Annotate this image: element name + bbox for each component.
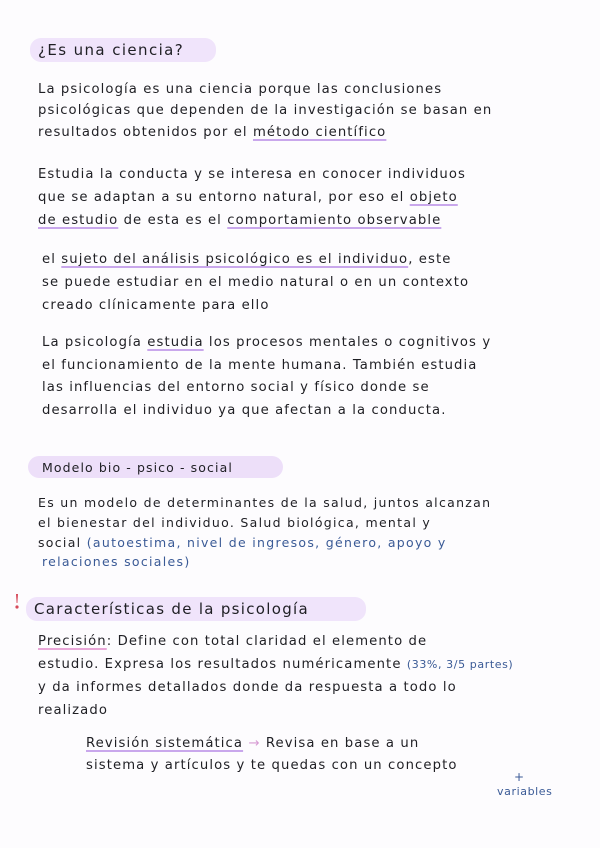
- paragraph-line: [42, 250, 451, 270]
- underlined-term: de estudio: [38, 213, 119, 228]
- text-segment: el: [42, 252, 62, 267]
- paragraph-line: [38, 123, 386, 143]
- paragraph-line: se puede estudiar en el medio natural o en un contexto: [42, 275, 470, 290]
- text-segment: social: [38, 535, 87, 550]
- blue-note-line: variables: [497, 785, 553, 798]
- paragraph-line: [86, 734, 419, 754]
- paragraph-line: Es un modelo de determinantes de la salud, juntos alcanzan: [38, 495, 492, 510]
- paragraph-line: el bienestar del individuo. Salud biológica, mental y: [38, 515, 432, 530]
- heading-caracteristicas: Características de la psicología: [34, 600, 310, 618]
- underlined-term: Precisión: [38, 634, 107, 649]
- text-segment: que se adaptan a su entorno natural, por eso el: [38, 190, 410, 205]
- underlined-term: comportamiento observable: [227, 213, 442, 228]
- plus-sign: +: [514, 770, 525, 784]
- paragraph-line: psicológicas que dependen de la investigación se basan en: [38, 103, 493, 118]
- text-segment: La psicología: [42, 335, 148, 350]
- paragraph-line: las influencias del entorno social y físico donde se: [42, 380, 430, 395]
- paragraph-line: realizado: [38, 703, 108, 718]
- text-segment: : Define con total claridad el elemento de: [106, 634, 428, 649]
- underlined-term: estudia: [147, 335, 204, 350]
- underlined-term: objeto: [409, 190, 458, 205]
- heading-modelo-bio-psico-social: Modelo bio - psico - social: [42, 460, 233, 475]
- paragraph-line: creado clínicamente para ello: [42, 298, 270, 313]
- paragraph-line: y da informes detallados donde da respuesta a todo lo: [38, 680, 457, 695]
- paragraph-line: el funcionamiento de la mente humana. También estudia: [42, 358, 478, 373]
- blue-note: (33%, 3/5 partes): [406, 658, 514, 671]
- heading-es-una-ciencia: ¿Es una ciencia?: [38, 41, 185, 59]
- text-segment: , este: [408, 252, 452, 267]
- paragraph-line: sistema y artículos y te quedas con un concepto: [86, 758, 458, 773]
- paragraph-line: [38, 533, 447, 553]
- paragraph-line: [38, 188, 458, 208]
- exclamation-mark-icon: [12, 592, 22, 610]
- paragraph-line: Estudia la conducta y se interesa en conocer individuos: [38, 167, 467, 182]
- paragraph-line: [38, 655, 513, 675]
- underlined-term: método científico: [252, 125, 387, 140]
- paragraph-line: La psicología es una ciencia porque las conclusiones: [38, 82, 443, 97]
- text-segment: de esta es el: [118, 213, 228, 228]
- text-segment: Revisa en base a un: [265, 736, 420, 751]
- underlined-term: sujeto del análisis psicológico es el individuo: [61, 252, 409, 267]
- blue-note: (autoestima, nivel de ingresos, género, apoyo y: [86, 535, 447, 550]
- arrow-right-icon: →: [243, 736, 266, 751]
- underlined-term: Revisión sistemática: [86, 736, 244, 751]
- paragraph-line: [38, 632, 427, 652]
- paragraph-line: [38, 211, 441, 231]
- text-segment: resultados obtenidos por el: [38, 125, 253, 140]
- paragraph-line: desarrolla el individuo ya que afectan a la conducta.: [42, 403, 447, 418]
- text-segment: estudio. Expresa los resultados numéricamente: [38, 657, 407, 672]
- text-segment: los procesos mentales o cognitivos y: [203, 335, 492, 350]
- blue-note-line: relaciones sociales): [42, 554, 191, 569]
- paragraph-line: [42, 333, 491, 353]
